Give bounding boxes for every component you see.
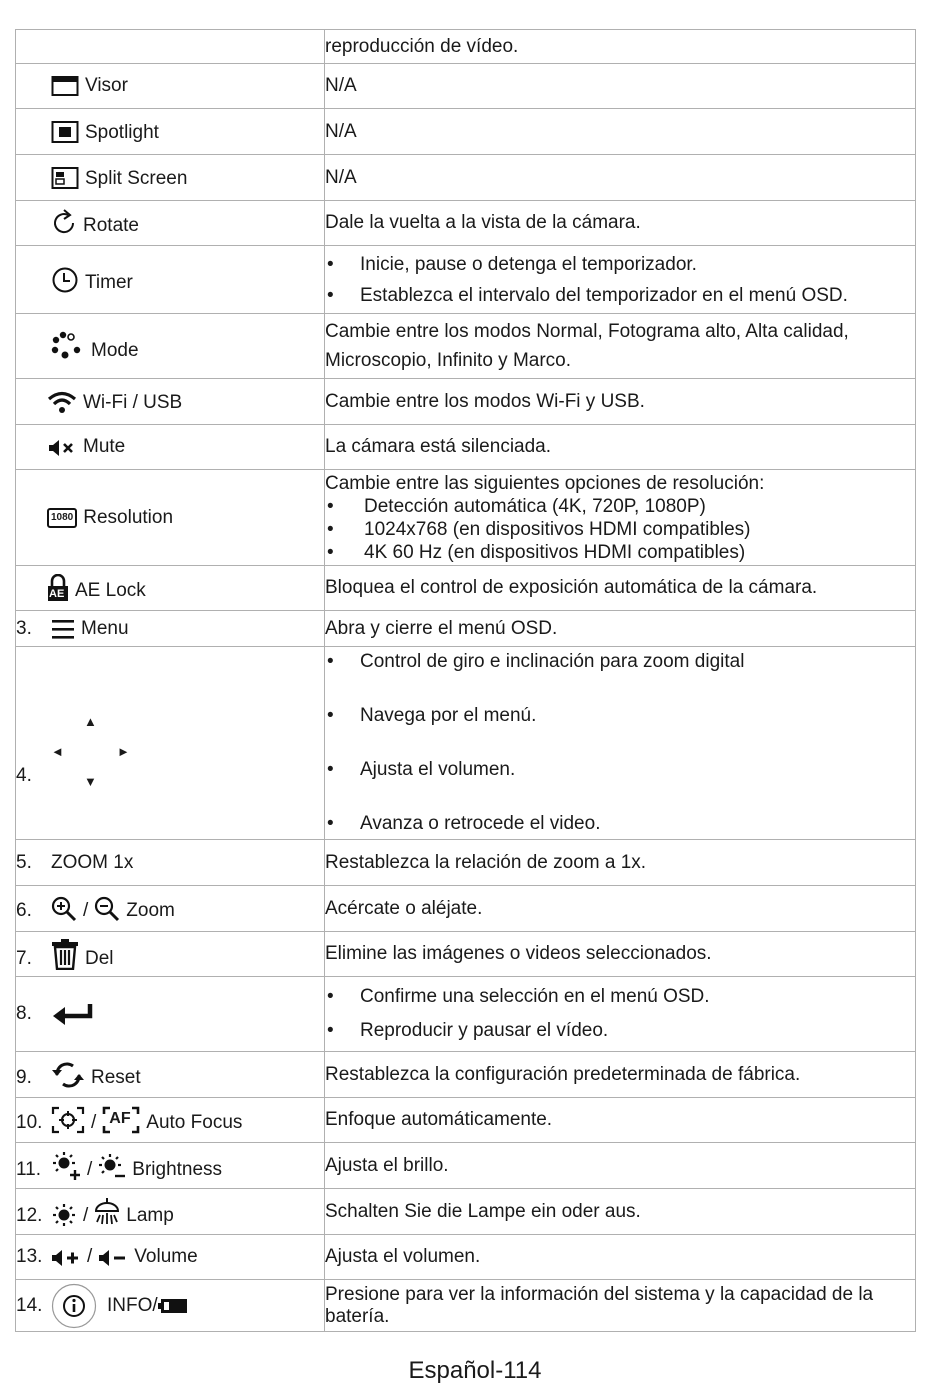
bullet-list (325, 980, 915, 1048)
menu-icon (51, 618, 75, 640)
row-label: Auto Focus (146, 1112, 243, 1133)
volume-up-icon (51, 1248, 81, 1268)
label-cell (16, 1189, 325, 1235)
desc-cell (325, 246, 916, 314)
desc-cell (325, 1280, 916, 1332)
row-label: Split Screen (85, 167, 188, 189)
wifi-icon (47, 390, 77, 414)
sun-icon (51, 1203, 77, 1227)
description: Enfoque automáticamente. (325, 1109, 553, 1130)
label-cell (16, 246, 325, 314)
separator: / (87, 1158, 93, 1180)
list-item: • 4K 60 Hz (en dispositivos HDMI compatibles) (325, 541, 915, 564)
row-label: Lamp (126, 1204, 174, 1226)
desc-cell (325, 840, 916, 886)
desc-cell (325, 425, 916, 470)
zoom-out-icon (94, 896, 120, 922)
resolution-1080-icon (47, 508, 77, 528)
row-label: Rotate (83, 215, 139, 236)
description: La cámara está silenciada. (325, 436, 552, 457)
table-row (16, 1235, 916, 1280)
list-item: • Confirme una selección en el menú OSD. (325, 980, 915, 1014)
brightness-up-icon (51, 1151, 81, 1181)
desc-cell (325, 64, 916, 109)
icon-text: AE (49, 588, 65, 600)
table-row (16, 246, 916, 314)
lamp-icon (94, 1197, 120, 1227)
label-cell (16, 1098, 325, 1143)
description: Abra y cierre el menú OSD. (325, 617, 558, 639)
table-row (16, 425, 916, 470)
row-label: Reset (91, 1066, 141, 1088)
table-row (16, 109, 916, 155)
label-cell (16, 611, 325, 647)
row-number: 10. (16, 1112, 43, 1133)
table-row (16, 1143, 916, 1189)
description: Presione para ver la información del sistema y la capacidad de la batería. (325, 1283, 874, 1327)
label-cell (16, 1052, 325, 1098)
arrow-down-icon: ▼ (84, 774, 97, 789)
desc-cell (325, 647, 916, 840)
desc-cell (325, 1098, 916, 1143)
bullet-list (325, 651, 915, 835)
list-item: • Inicie, pause o detenga el temporizador. (325, 249, 915, 280)
row-label: AE Lock (75, 580, 146, 601)
table-row (16, 64, 916, 109)
window-icon (51, 75, 79, 97)
desc-cell (325, 1235, 916, 1280)
zoom-in-icon (51, 896, 77, 922)
arrow-up-icon: ▲ (84, 714, 97, 729)
list-item: • Reproducir y pausar el vídeo. (325, 1014, 915, 1048)
page-number: Español-114 (408, 1357, 542, 1384)
label-cell (16, 932, 325, 977)
trash-icon (51, 938, 79, 970)
row-label: Volume (134, 1246, 198, 1267)
mute-icon (47, 438, 77, 458)
description: N/A (325, 75, 357, 96)
label-cell (16, 470, 325, 566)
label-cell (16, 977, 325, 1052)
description: N/A (325, 166, 357, 188)
desc-cell (325, 379, 916, 425)
row-label: Zoom (126, 899, 175, 921)
label-cell (16, 109, 325, 155)
row-label: Timer (85, 271, 133, 293)
table-row (16, 155, 916, 201)
list-item: • Establezca el intervalo del temporizador en el menú OSD. (325, 280, 915, 311)
description: Ajusta el brillo. (325, 1154, 449, 1176)
row-label: Visor (85, 75, 128, 96)
rotate-icon (51, 209, 77, 237)
arrow-left-icon: ◄ (51, 744, 64, 759)
description: Elimine las imágenes o videos seleccionados. (325, 943, 712, 964)
description: N/A (325, 120, 357, 142)
battery-icon (158, 1297, 188, 1315)
list-item: • 1024x768 (en dispositivos HDMI compatibles) (325, 518, 915, 541)
description: Cambie entre los modos Normal, Fotograma alto, Alta calidad, Microscopio, Infinito y Marco. (325, 321, 849, 371)
row-number: 13. (16, 1246, 43, 1267)
row-number: 11. (16, 1158, 42, 1180)
row-label: Wi-Fi / USB (83, 391, 183, 413)
row-number: 14. (16, 1294, 43, 1316)
label-cell (16, 1235, 325, 1280)
list-item: • Detección automática (4K, 720P, 1080P) (325, 495, 915, 518)
label-cell (16, 201, 325, 246)
row-number: 12. (16, 1204, 43, 1226)
desc-cell (325, 314, 916, 379)
desc-cell (325, 201, 916, 246)
af-icon (102, 1106, 140, 1134)
table-row (16, 886, 916, 932)
desc-cell (325, 470, 916, 566)
label-cell (16, 314, 325, 379)
list-item: • Navega por el menú. (325, 705, 915, 727)
row-number: 8. (16, 1003, 32, 1024)
table-row (16, 379, 916, 425)
label-cell (16, 840, 325, 886)
desc-cell (325, 109, 916, 155)
description: Restablezca la relación de zoom a 1x. (325, 851, 647, 873)
table-row (16, 1280, 916, 1332)
row-label: Brightness (132, 1158, 223, 1180)
bullet-list (325, 249, 915, 311)
separator: / (91, 1112, 97, 1133)
description: Acércate o aléjate. (325, 897, 483, 919)
table-row (16, 932, 916, 977)
enter-icon (51, 1002, 95, 1026)
row-label: Spotlight (85, 121, 159, 143)
spotlight-icon (51, 120, 79, 144)
row-label: Resolution (83, 506, 174, 528)
function-table (15, 29, 916, 1332)
row-number: 4. (16, 765, 32, 786)
label-cell (16, 647, 325, 840)
split-screen-icon (51, 166, 79, 190)
separator: / (87, 1246, 93, 1267)
label-cell (16, 1143, 325, 1189)
focus-target-icon (51, 1106, 85, 1134)
description: reproducción de vídeo. (325, 35, 519, 57)
list-item: • Avanza o retrocede el video. (325, 813, 915, 835)
icon-text: 1080 (51, 511, 74, 523)
brightness-down-icon (98, 1153, 126, 1181)
table-row (16, 1098, 916, 1143)
description: Bloquea el control de exposición automática de la cámara. (325, 577, 818, 598)
arrow-keys-icon (51, 715, 141, 795)
row-label: Mode (91, 340, 139, 361)
desc-cell (325, 932, 916, 977)
row-label: Del (85, 948, 114, 969)
icon-text: AF (109, 1110, 131, 1127)
row-label: INFO/ (107, 1294, 158, 1316)
label-cell (16, 64, 325, 109)
separator: / (83, 1204, 89, 1226)
desc-cell (325, 886, 916, 932)
table-row (16, 611, 916, 647)
label-cell (16, 425, 325, 470)
label-cell (16, 30, 325, 64)
label-cell (16, 155, 325, 201)
dots-icon (51, 330, 85, 362)
description: Schalten Sie die Lampe ein oder aus. (325, 1200, 641, 1222)
info-icon (51, 1283, 97, 1329)
volume-down-icon (98, 1248, 128, 1268)
table-row (16, 647, 916, 840)
row-number: 6. (16, 899, 32, 921)
list-item: • Ajusta el volumen. (325, 759, 915, 781)
description: Restablezca la configuración predeterminada de fábrica. (325, 1063, 801, 1085)
table-row (16, 977, 916, 1052)
ae-lock-icon (47, 574, 69, 602)
table-row (16, 1052, 916, 1098)
desc-cell (325, 155, 916, 201)
row-number: 5. (16, 851, 32, 873)
label-cell (16, 566, 325, 611)
desc-cell (325, 977, 916, 1052)
row-number: 9. (16, 1066, 32, 1088)
table-row (16, 314, 916, 379)
desc-cell (325, 611, 916, 647)
table-row (16, 566, 916, 611)
reset-icon (51, 1061, 85, 1089)
table-row (16, 840, 916, 886)
table-row (16, 470, 916, 566)
label-cell (16, 886, 325, 932)
desc-cell (325, 1052, 916, 1098)
label-cell (16, 379, 325, 425)
desc-cell (325, 566, 916, 611)
row-number: 7. (16, 948, 32, 969)
list-item: • Control de giro e inclinación para zoom digital (325, 651, 915, 673)
desc-cell (325, 1189, 916, 1235)
separator: / (83, 899, 89, 921)
table-row (16, 30, 916, 64)
row-label: ZOOM 1x (51, 851, 134, 873)
description: Cambie entre las siguientes opciones de resolución: (325, 472, 765, 494)
description: Ajusta el volumen. (325, 1246, 481, 1267)
row-label: Menu (81, 617, 129, 639)
table-row (16, 1189, 916, 1235)
label-cell (16, 1280, 325, 1332)
desc-cell (325, 30, 916, 64)
description: Dale la vuelta a la vista de la cámara. (325, 212, 641, 233)
desc-cell (325, 1143, 916, 1189)
arrow-right-icon: ► (117, 744, 130, 759)
row-label: Mute (83, 436, 126, 457)
description: Cambie entre los modos Wi-Fi y USB. (325, 390, 645, 412)
bullet-list (325, 495, 915, 564)
table-row (16, 201, 916, 246)
row-number: 3. (16, 617, 32, 639)
clock-icon (51, 266, 79, 294)
